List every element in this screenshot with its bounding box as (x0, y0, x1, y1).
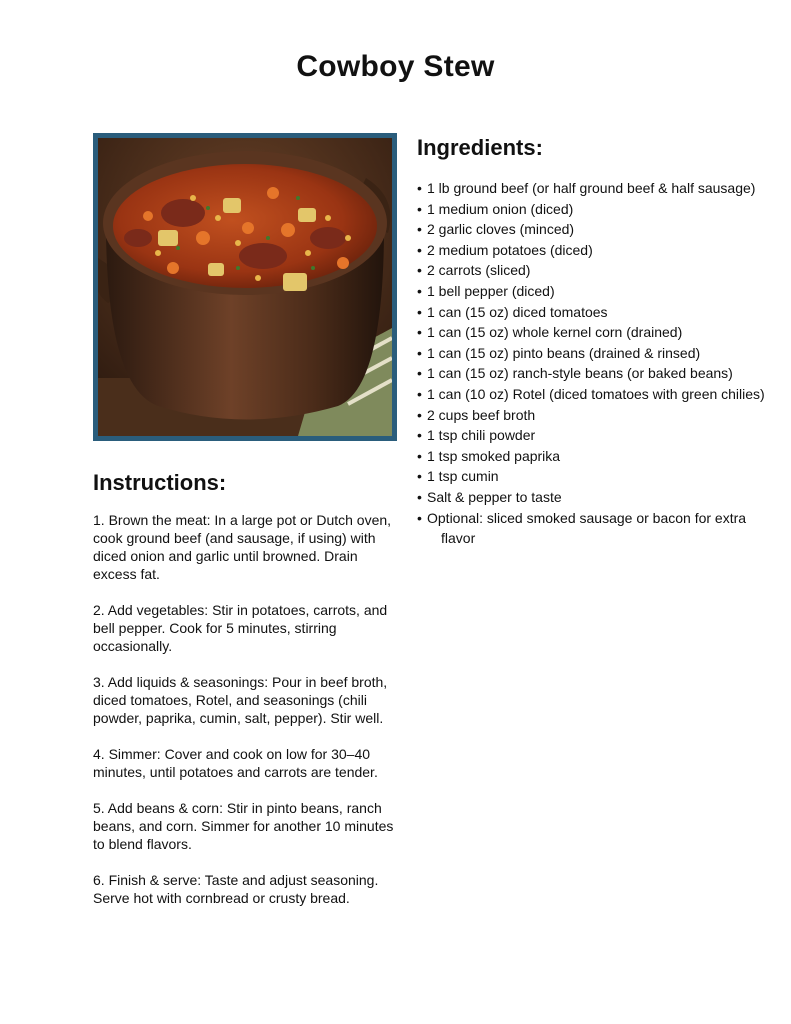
instructions-steps (93, 511, 399, 925)
ingredient-item: • 2 garlic cloves (minced) (417, 219, 767, 240)
ingredient-item: • 1 tsp smoked paprika (417, 446, 767, 467)
ingredient-item: • 1 bell pepper (diced) (417, 281, 767, 302)
ingredient-item: • 1 can (15 oz) diced tomatoes (417, 302, 767, 323)
stew-pot-illustration (98, 138, 392, 436)
instruction-step: 3. Add liquids & seasonings: Pour in beef broth, diced tomatoes, Rotel, and seasonings (chili powder, paprika, cumin, salt, pepper). Stir well. (93, 674, 388, 726)
ingredient-item: • 1 can (15 oz) whole kernel corn (drained) (417, 322, 767, 343)
ingredient-item: • 1 can (10 oz) Rotel (diced tomatoes with green chilies) (417, 384, 767, 405)
ingredient-item: • 1 medium onion (diced) (417, 199, 767, 220)
instruction-step: 2. Add vegetables: Stir in potatoes, carrots, and bell pepper. Cook for 5 minutes, stirring occasionally. (93, 602, 388, 654)
instruction-step: 6. Finish & serve: Taste and adjust seasoning. Serve hot with cornbread or crusty bread. (93, 872, 379, 906)
ingredient-item: • 1 tsp cumin (417, 466, 767, 487)
ingredient-item: • Optional: sliced smoked sausage or bacon for extra flavor (417, 508, 767, 549)
ingredients-heading: Ingredients: (417, 135, 543, 160)
instructions-heading: Instructions: (93, 470, 227, 495)
ingredients-list (417, 178, 767, 549)
ingredient-item: • 1 lb ground beef (or half ground beef & half sausage) (417, 178, 767, 199)
instruction-step: 1. Brown the meat: In a large pot or Dutch oven, cook ground beef (and sausage, if using) with diced onion and garlic until browned. Drain excess fat. (93, 512, 392, 582)
page-title: Cowboy Stew (296, 50, 495, 83)
ingredient-item: • 1 can (15 oz) pinto beans (drained & rinsed) (417, 343, 767, 364)
stew-photo (93, 133, 397, 441)
instruction-step: 4. Simmer: Cover and cook on low for 30–40 minutes, until potatoes and carrots are tender. (93, 746, 378, 780)
instruction-step: 5. Add beans & corn: Stir in pinto beans, ranch beans, and corn. Simmer for another 10 minutes to blend flavors. (93, 800, 394, 852)
ingredient-item: • Salt & pepper to taste (417, 487, 767, 508)
ingredient-item: • 2 cups beef broth (417, 405, 767, 426)
ingredient-item: • 2 medium potatoes (diced) (417, 240, 767, 261)
ingredient-item: • 1 can (15 oz) ranch-style beans (or baked beans) (417, 363, 767, 384)
ingredient-item: • 2 carrots (sliced) (417, 260, 767, 281)
ingredient-item: • 1 tsp chili powder (417, 425, 767, 446)
